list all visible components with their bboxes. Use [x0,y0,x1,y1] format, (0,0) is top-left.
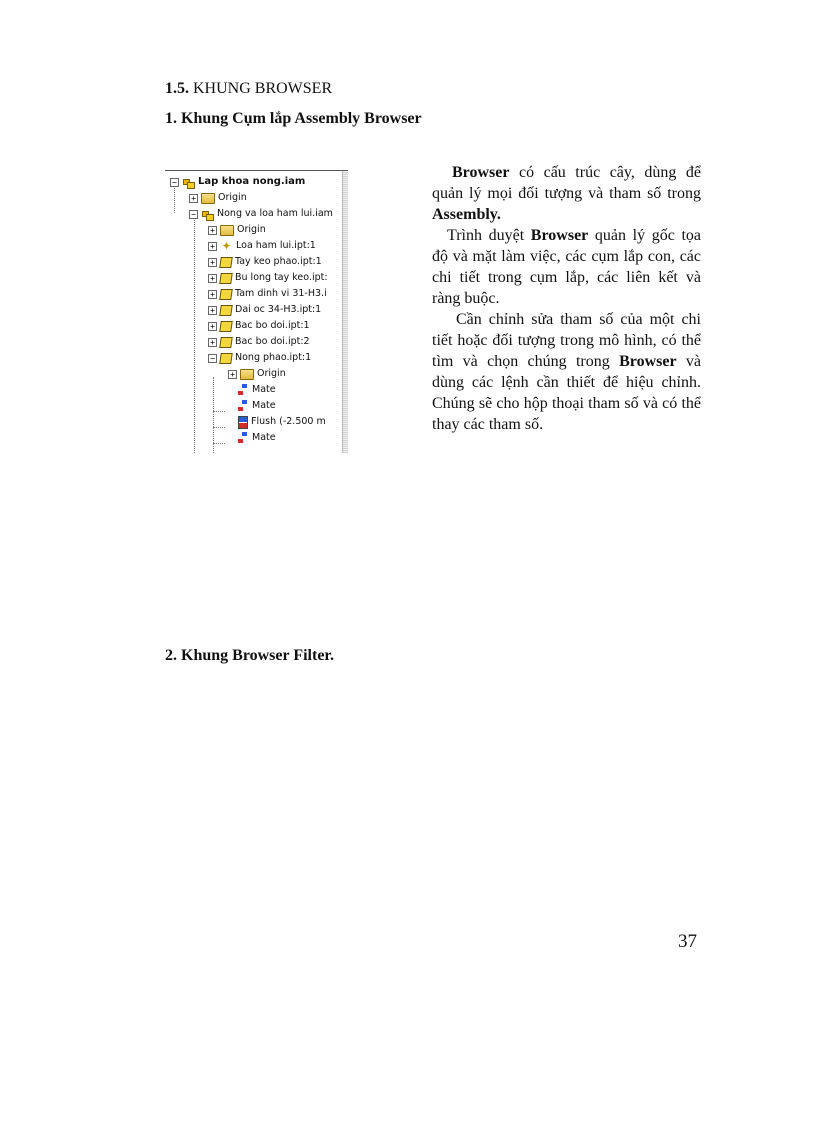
expand-toggle[interactable]: + [189,194,198,203]
tree-node-label: Mate [252,432,276,443]
tree-node-constraint[interactable] [238,382,276,398]
tree-node-label: Tay keo phao.ipt:1 [235,256,322,267]
paragraph-edit-parameters [432,309,701,435]
tree-node-label: Bu long tay keo.ipt: [235,272,328,283]
tree-node-part[interactable] [208,286,327,302]
tree-node-label: Nong phao.ipt:1 [235,352,312,363]
section-title: KHUNG BROWSER [193,80,333,97]
tree-node-label: Mate [252,384,276,395]
tree-node-label: Origin [237,224,266,235]
paragraph-text: Trình duyệt [447,227,531,244]
folder-icon [240,369,254,380]
collapse-toggle[interactable]: − [208,354,217,363]
part-icon [219,289,233,300]
section-number: 1.5. [165,80,189,97]
bold-term: Assembly. [432,206,501,223]
tree-node-constraint[interactable] [238,414,326,430]
folder-icon [201,193,215,204]
part-icon [219,321,233,332]
tree-node-part[interactable] [208,254,322,270]
heading-browser-filter: 2. Khung Browser Filter. [165,647,335,664]
part-icon [219,305,233,316]
assembly-icon [201,209,214,220]
tree-node-part[interactable] [208,238,316,254]
tree-node-label: Flush (-2.500 m [251,416,326,427]
expand-toggle[interactable]: + [208,338,217,347]
mate-icon [238,384,249,396]
tree-node-label: Mate [252,400,276,411]
bold-term: Browser [619,353,677,370]
expand-toggle[interactable]: + [208,242,217,251]
paragraph-text: Cần chỉnh sửa tham số của một chi tiết hoặc đối tượng trong mô hình, có thể tìm và chọn chúng trong [432,311,701,370]
mate-icon [238,400,249,412]
tree-node-label: Dai oc 34-H3.ipt:1 [235,304,322,315]
expand-toggle[interactable]: + [208,226,217,235]
tree-node-label: Bac bo doi.ipt:2 [235,336,310,347]
tree-node-part[interactable] [208,318,310,334]
expand-toggle[interactable]: + [208,274,217,283]
tree-node-label: Nong va loa ham lui.iam [217,208,333,219]
part-icon [219,353,233,364]
page-number: 37 [678,931,697,952]
paragraph-text: có cấu trúc cây, dùng để quản lý mọi đối tượng và tham số trong [432,164,701,202]
bold-term: Browser [452,164,510,181]
tree-node-label: Bac bo doi.ipt:1 [235,320,310,331]
paragraph-text: quản lý gốc tọa độ và mặt làm việc, các cụm lắp con, các chi tiết trong cụm lắp, các liên kết và ràng buộc. [432,227,701,307]
tree-scrollbar[interactable] [342,171,348,453]
assembly-browser-tree[interactable] [165,170,348,453]
flush-icon [238,416,248,429]
tree-node-label: Tam dinh vi 31-H3.i [235,288,327,299]
tree-node-label: Origin [257,368,286,379]
part-icon [219,273,233,284]
paragraph-text: và dùng các lệnh cần thiết để hiệu chỉnh. Chúng sẽ cho hộp thoại tham số và có thể thay các tham số. [432,353,701,433]
expand-toggle[interactable]: + [208,290,217,299]
bold-term: Browser [530,227,589,244]
tree-node-label: Lap khoa nong.iam [198,176,306,187]
paragraph-browser-manage [432,225,701,309]
mate-icon [238,432,249,444]
tree-node-part[interactable] [208,302,321,318]
tree-node-origin[interactable] [189,190,247,206]
expand-toggle[interactable]: + [208,258,217,267]
paragraph-browser-structure [432,162,701,225]
folder-icon [220,225,234,236]
section-heading [165,80,332,98]
expand-toggle[interactable]: + [208,306,217,315]
tree-node-label: Origin [218,192,247,203]
assembly-icon [182,177,195,188]
tree-node-part[interactable] [208,334,310,350]
collapse-toggle[interactable]: − [189,210,198,219]
tree-node-origin[interactable] [208,222,266,238]
tree-node-constraint[interactable] [238,430,276,446]
tree-node-part[interactable] [208,270,328,286]
tree-node-label: Loa ham lui.ipt:1 [236,240,316,251]
tree-node-root[interactable] [170,174,305,190]
expand-toggle[interactable]: + [208,322,217,331]
heading-assembly-browser: 1. Khung Cụm lắp Assembly Browser [165,110,422,127]
part-icon [219,257,233,268]
tree-node-part[interactable] [208,350,311,366]
tree-node-constraint[interactable] [238,398,276,414]
collapse-toggle[interactable]: − [170,178,179,187]
expand-toggle[interactable]: + [228,370,237,379]
tree-node-origin[interactable] [228,366,286,382]
part-icon [219,337,233,348]
tree-node-subassembly[interactable] [189,206,333,222]
flexible-part-icon: ✦ [221,238,232,253]
